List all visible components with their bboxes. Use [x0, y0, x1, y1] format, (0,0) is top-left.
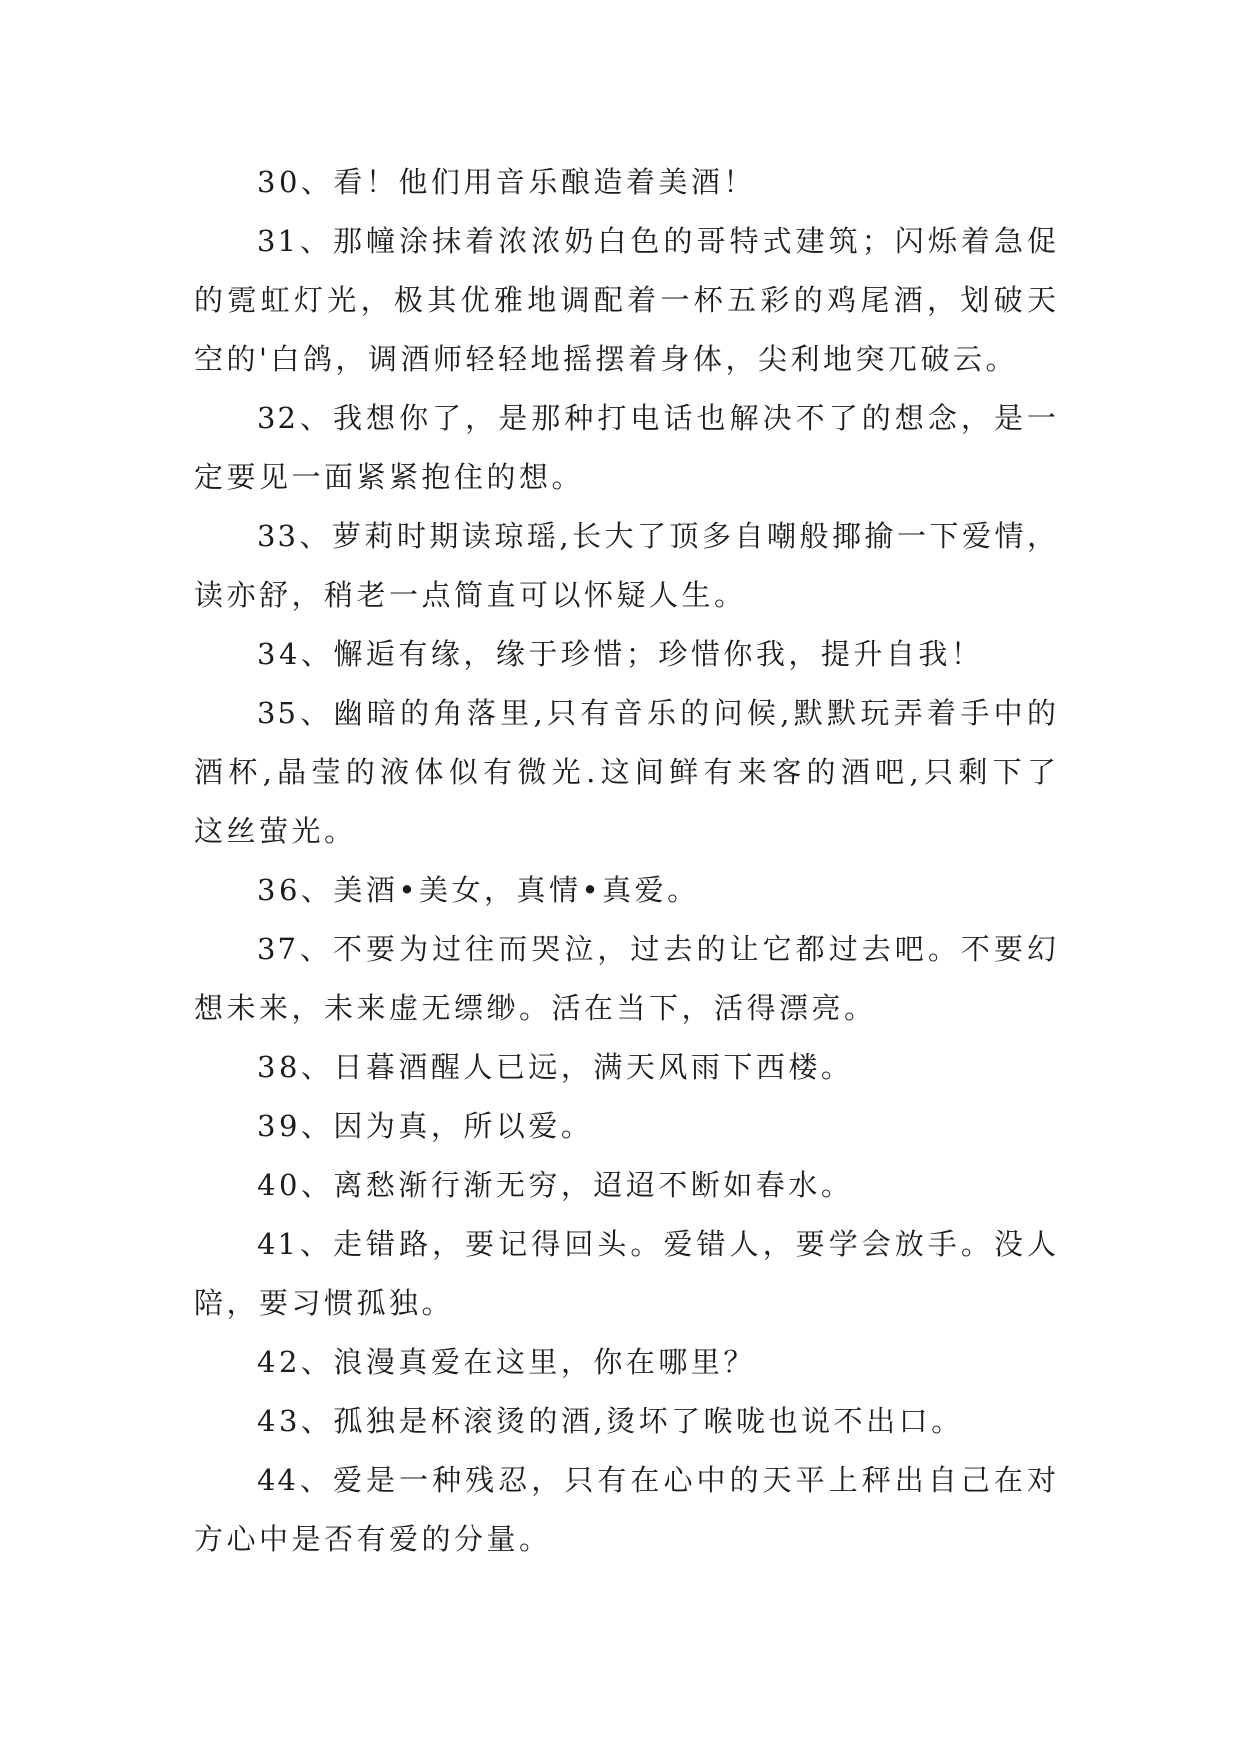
paragraph-38	[194, 1038, 1058, 1097]
paragraph-32	[194, 389, 1058, 507]
paragraph-line: 这丝萤光。	[194, 814, 357, 848]
paragraph-34	[194, 625, 1058, 684]
paragraph-line: 陪，要习惯孤独。	[194, 1286, 455, 1320]
paragraph-line: 42、浪漫真爱在这里，你在哪里？	[257, 1345, 756, 1379]
paragraph-line: 32、我想你了，是那种打电话也解决不了的想念，是一	[257, 401, 1058, 435]
paragraph-35	[194, 684, 1058, 861]
paragraph-line: 36、美酒•美女，真情•真爱。	[257, 873, 700, 907]
paragraph-line: 37、不要为过往而哭泣，过去的让它都过去吧。不要幻	[257, 932, 1058, 966]
paragraph-line: 41、走错路，要记得回头。爱错人，要学会放手。没人	[257, 1227, 1058, 1261]
paragraph-40	[194, 1156, 1058, 1215]
paragraph-31	[194, 212, 1058, 389]
paragraph-41	[194, 1215, 1058, 1333]
paragraph-line: 43、孤独是杯滚烫的酒,烫坏了喉咙也说不出口。	[257, 1404, 964, 1438]
paragraph-line: 40、离愁渐行渐无穷，迢迢不断如春水。	[257, 1168, 854, 1202]
paragraph-line: 31、那幢涂抹着浓浓奶白色的哥特式建筑；闪烁着急促	[257, 224, 1058, 258]
paragraph-43	[194, 1392, 1058, 1451]
document-body	[194, 153, 1058, 1569]
paragraph-line: 39、因为真，所以爱。	[257, 1109, 594, 1143]
paragraph-line: 定要见一面紧紧抱住的想。	[194, 460, 585, 494]
paragraph-line: 44、爱是一种残忍，只有在心中的天平上秤出自己在对	[257, 1463, 1058, 1497]
paragraph-line: 的霓虹灯光，极其优雅地调配着一杯五彩的鸡尾酒，划破天	[194, 283, 1058, 317]
paragraph-39	[194, 1097, 1058, 1156]
paragraph-line: 30、看！他们用音乐酿造着美酒！	[257, 165, 756, 199]
paragraph-36	[194, 861, 1058, 920]
paragraph-44	[194, 1451, 1058, 1569]
paragraph-30	[194, 153, 1058, 212]
paragraph-line: 34、懈逅有缘，缘于珍惜；珍惜你我，提升自我！	[257, 637, 984, 671]
paragraph-line: 35、幽暗的角落里,只有音乐的问候,默默玩弄着手中的	[257, 696, 1058, 730]
paragraph-42	[194, 1333, 1058, 1392]
paragraph-line: 33、萝莉时期读琼瑶,长大了顶多自嘲般揶揄一下爱情，	[257, 519, 1058, 553]
paragraph-line: 38、日暮酒醒人已远，满天风雨下西楼。	[257, 1050, 854, 1084]
paragraph-line: 方心中是否有爱的分量。	[194, 1522, 552, 1556]
paragraph-line: 空的'白鸽，调酒师轻轻地摇摆着身体，尖利地突兀破云。	[194, 342, 1018, 376]
paragraph-line: 读亦舒，稍老一点简直可以怀疑人生。	[194, 578, 747, 612]
paragraph-line: 酒杯,晶莹的液体似有微光.这间鲜有来客的酒吧,只剩下了	[194, 755, 1058, 789]
paragraph-line: 想未来，未来虚无缥缈。活在当下，活得漂亮。	[194, 991, 877, 1025]
paragraph-37	[194, 920, 1058, 1038]
paragraph-33	[194, 507, 1058, 625]
